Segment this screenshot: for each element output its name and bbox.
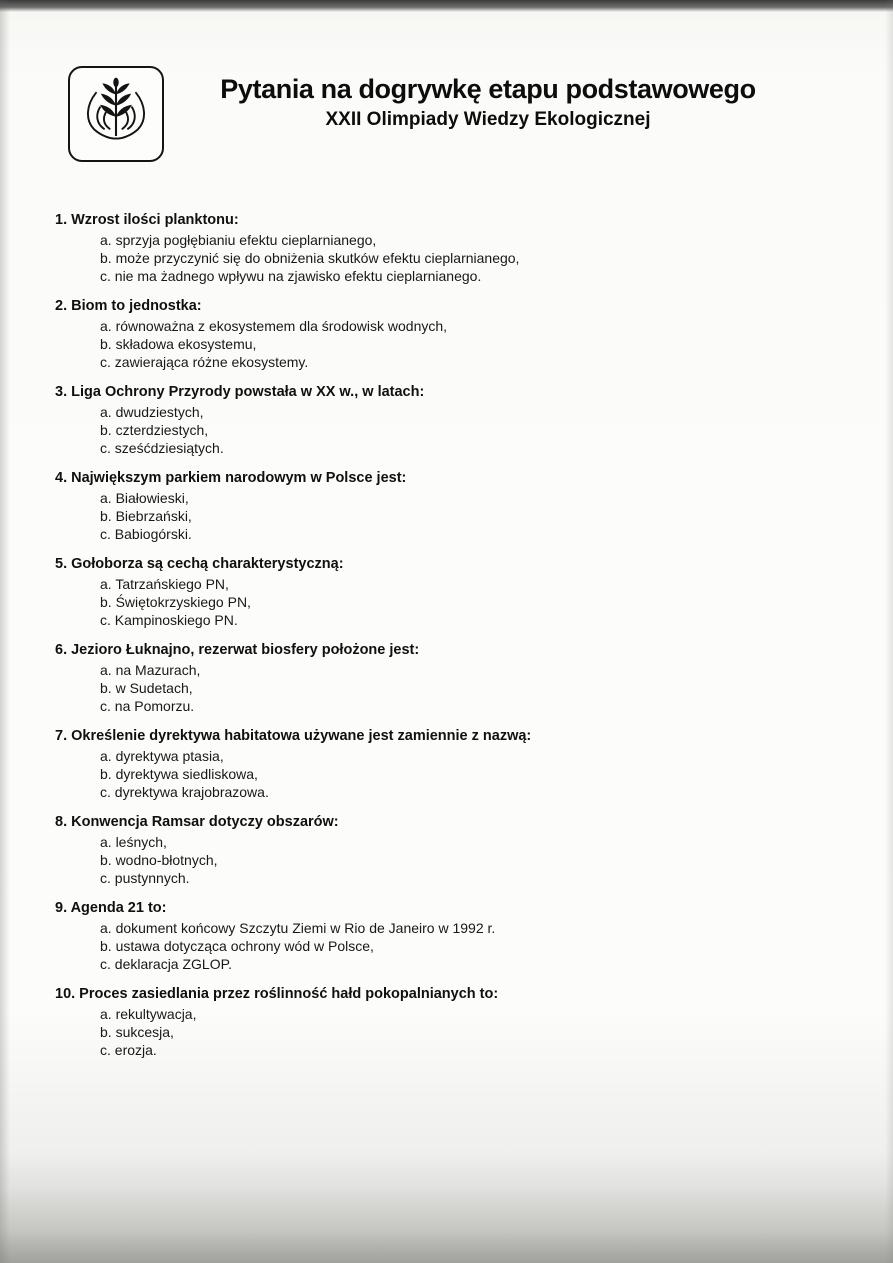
option-a: a. Białowieski, xyxy=(100,490,189,506)
option-b: b. składowa ekosystemu, xyxy=(100,336,257,352)
question-options xyxy=(100,575,845,629)
option-a: a. dokument końcowy Szczytu Ziemi w Rio de Janeiro w 1992 r. xyxy=(100,920,496,936)
option-a: a. dyrektywa ptasia, xyxy=(100,748,224,764)
option-c: c. Babiogórski. xyxy=(100,526,192,542)
question-title: 1. Wzrost ilości planktonu: xyxy=(55,212,239,228)
option-c: c. na Pomorzu. xyxy=(100,698,195,714)
question-4 xyxy=(55,469,845,543)
option-b: b. sukcesja, xyxy=(100,1024,174,1040)
option-c: c. pustynnych. xyxy=(100,870,190,886)
option-a: a. równoważna z ekosystemem dla środowisk wodnych, xyxy=(100,318,448,334)
question-options xyxy=(100,1005,845,1059)
olympiad-logo xyxy=(68,66,164,162)
question-title: 6. Jezioro Łuknajno, rezerwat biosfery położone jest: xyxy=(55,642,420,658)
question-list xyxy=(55,211,845,1071)
question-title: 2. Biom to jednostka: xyxy=(55,298,202,314)
header-text xyxy=(182,66,794,131)
scan-edge-right xyxy=(885,0,893,1263)
question-title: 4. Największym parkiem narodowym w Polsce jest: xyxy=(55,470,407,486)
question-options xyxy=(100,833,845,887)
option-b: b. dyrektywa siedliskowa, xyxy=(100,766,258,782)
question-title: 7. Określenie dyrektywa habitatowa używane jest zamiennie z nazwą: xyxy=(55,728,532,744)
hands-holding-wheat-icon xyxy=(76,72,156,157)
question-title: 5. Gołoborza są cechą charakterystyczną: xyxy=(55,556,344,572)
question-8 xyxy=(55,813,845,887)
option-c: c. zawierająca różne ekosystemy. xyxy=(100,354,309,370)
question-options xyxy=(100,919,845,973)
option-b: b. wodno-błotnych, xyxy=(100,852,218,868)
option-a: a. rekultywacja, xyxy=(100,1006,197,1022)
option-a: a. dwudziestych, xyxy=(100,404,204,420)
question-7 xyxy=(55,727,845,801)
document-header xyxy=(68,66,794,162)
question-2 xyxy=(55,297,845,371)
question-title: 9. Agenda 21 to: xyxy=(55,900,167,916)
option-c: c. deklaracja ZGLOP. xyxy=(100,956,233,972)
option-c: c. nie ma żadnego wpływu na zjawisko efektu cieplarnianego. xyxy=(100,268,482,284)
option-a: a. na Mazurach, xyxy=(100,662,201,678)
scan-edge-left xyxy=(0,0,10,1263)
question-options xyxy=(100,747,845,801)
question-6 xyxy=(55,641,845,715)
question-options xyxy=(100,661,845,715)
scan-edge-bottom xyxy=(0,1153,893,1263)
option-c: c. erozja. xyxy=(100,1042,157,1058)
question-options xyxy=(100,489,845,543)
question-5 xyxy=(55,555,845,629)
option-c: c. dyrektywa krajobrazowa. xyxy=(100,784,269,800)
option-b: b. w Sudetach, xyxy=(100,680,193,696)
question-9 xyxy=(55,899,845,973)
option-c: c. sześćdziesiątych. xyxy=(100,440,224,456)
option-a: a. sprzyja pogłębianiu efektu cieplarnianego, xyxy=(100,232,377,248)
option-a: a. leśnych, xyxy=(100,834,167,850)
option-b: b. Świętokrzyskiego PN, xyxy=(100,594,251,610)
option-a: a. Tatrzańskiego PN, xyxy=(100,576,229,592)
question-title: 10. Proces zasiedlania przez roślinność hałd pokopalnianych to: xyxy=(55,986,499,1002)
question-10 xyxy=(55,985,845,1059)
question-title: 3. Liga Ochrony Przyrody powstała w XX w., w latach: xyxy=(55,384,425,400)
question-options xyxy=(100,317,845,371)
question-title: 8. Konwencja Ramsar dotyczy obszarów: xyxy=(55,814,339,830)
question-options xyxy=(100,231,845,285)
scan-edge-top xyxy=(0,0,893,12)
option-b: b. może przyczynić się do obniżenia skutków efektu cieplarnianego, xyxy=(100,250,520,266)
question-options xyxy=(100,403,845,457)
option-b: b. czterdziestych, xyxy=(100,422,209,438)
option-c: c. Kampinoskiego PN. xyxy=(100,612,238,628)
document-title: Pytania na dogrywkę etapu podstawowego xyxy=(220,74,756,104)
question-3 xyxy=(55,383,845,457)
option-b: b. Biebrzański, xyxy=(100,508,192,524)
question-1 xyxy=(55,211,845,285)
option-b: b. ustawa dotycząca ochrony wód w Polsce, xyxy=(100,938,374,954)
document-subtitle: XXII Olimpiady Wiedzy Ekologicznej xyxy=(325,109,651,130)
